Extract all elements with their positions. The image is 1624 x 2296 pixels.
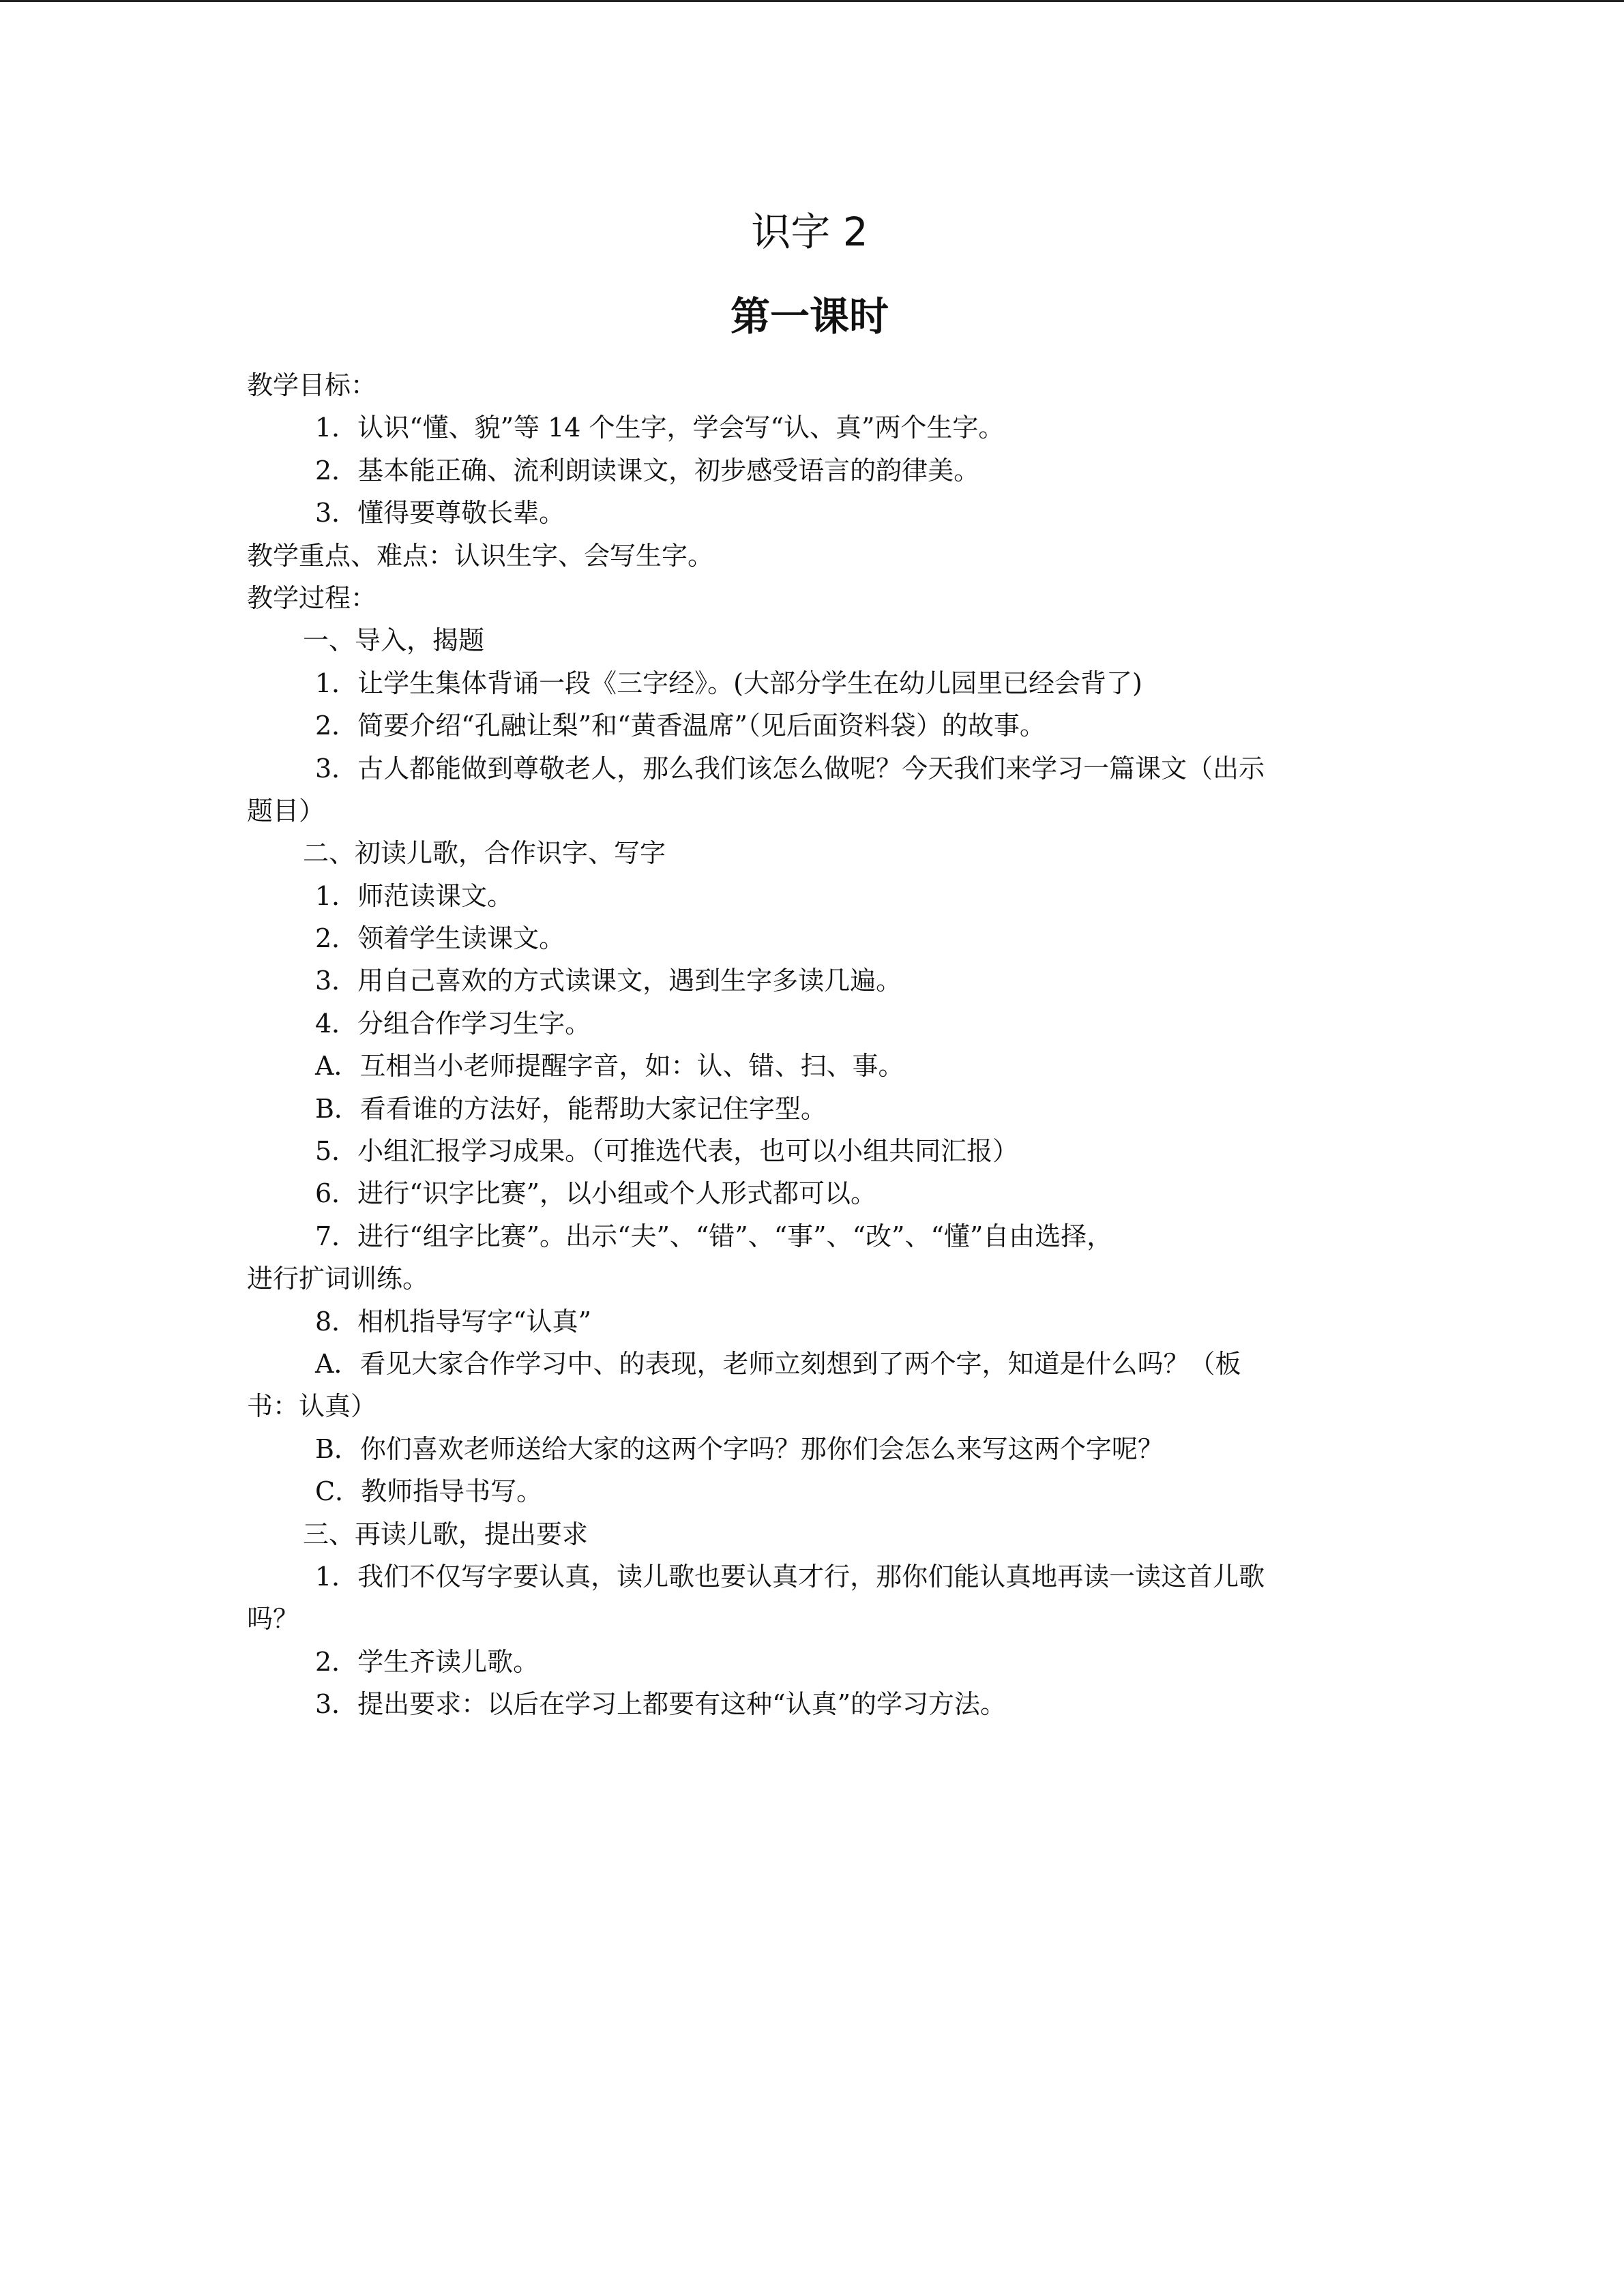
body-line: C．教师指导书写。 (315, 1476, 543, 1507)
body-line: 1．师范读课文。 (315, 880, 514, 911)
body-line: 一、导入，揭题 (303, 625, 485, 656)
body-line: 书：认真） (247, 1391, 377, 1422)
body-line: 4．分组合作学习生字。 (315, 1008, 591, 1039)
body-line: 2．学生齐读儿歌。 (315, 1646, 540, 1677)
body-line: 题目） (247, 795, 325, 826)
body-line: 三、再读儿歌，提出要求 (303, 1519, 589, 1549)
document-page (247, 205, 1372, 1726)
document-title: 识字 2 (751, 209, 868, 255)
body-line: 2．基本能正确、流利朗读课文，初步感受语言的韵律美。 (315, 455, 980, 486)
body-line: 二、初读儿歌，合作识字、写字 (303, 838, 666, 869)
body-line: B．看看谁的方法好，能帮助大家记住字型。 (315, 1093, 827, 1124)
body-line: 3．提出要求：以后在学习上都要有这种“认真”的学习方法。 (315, 1689, 1007, 1720)
body-line: A．互相当小老师提醒字音，如：认、错、扫、事。 (315, 1051, 904, 1082)
page-top-border (0, 0, 1624, 2)
body-line: B．你们喜欢老师送给大家的这两个字吗？那你们会怎么来写这两个字呢？ (315, 1433, 1164, 1464)
body-line: 教学目标： (247, 370, 377, 400)
body-line: 2．简要介绍“孔融让梨”和“黄香温席”（见后面资料袋）的故事。 (315, 711, 1046, 741)
body-line: 3．古人都能做到尊敬老人，那么我们该怎么做呢？今天我们来学习一篇课文（出示 (315, 753, 1265, 784)
body-line: 1．让学生集体背诵一段《三字经》。(大部分学生在幼儿园里已经会背了) (315, 668, 1142, 698)
body-line: 3．懂得要尊敬长辈。 (315, 498, 565, 528)
body-line: 1．我们不仅写字要认真，读儿歌也要认真才行，那你们能认真地再读一读这首儿歌 (315, 1561, 1265, 1592)
body-line: 教学过程： (247, 582, 377, 613)
document-body (247, 364, 1372, 1726)
body-line: 3．用自己喜欢的方式读课文，遇到生字多读几遍。 (315, 966, 902, 996)
body-line: 进行扩词训练。 (247, 1264, 429, 1294)
body-line: 教学重点、难点：认识生字、会写生字。 (247, 540, 714, 571)
body-line: 7．进行“组字比赛”。出示“夫”、“错”、“事”、“改”、“懂”自由选择， (315, 1221, 1113, 1251)
body-line: 6．进行“识字比赛”，以小组或个人形式都可以。 (315, 1178, 877, 1209)
body-line: 2．领着学生读课文。 (315, 923, 565, 954)
body-line: A．看见大家合作学习中、的表现，老师立刻想到了两个字，知道是什么吗？（板 (315, 1348, 1241, 1379)
body-line: 1．认识“懂、貌”等 14 个生字，学会写“认、真”两个生字。 (315, 413, 1005, 443)
body-line: 8．相机指导写字“认真” (315, 1306, 592, 1337)
body-line: 吗？ (247, 1604, 299, 1635)
document-subtitle: 第一课时 (730, 293, 889, 340)
body-line: 5．小组汇报学习成果。（可推选代表，也可以小组共同汇报） (315, 1136, 1019, 1167)
